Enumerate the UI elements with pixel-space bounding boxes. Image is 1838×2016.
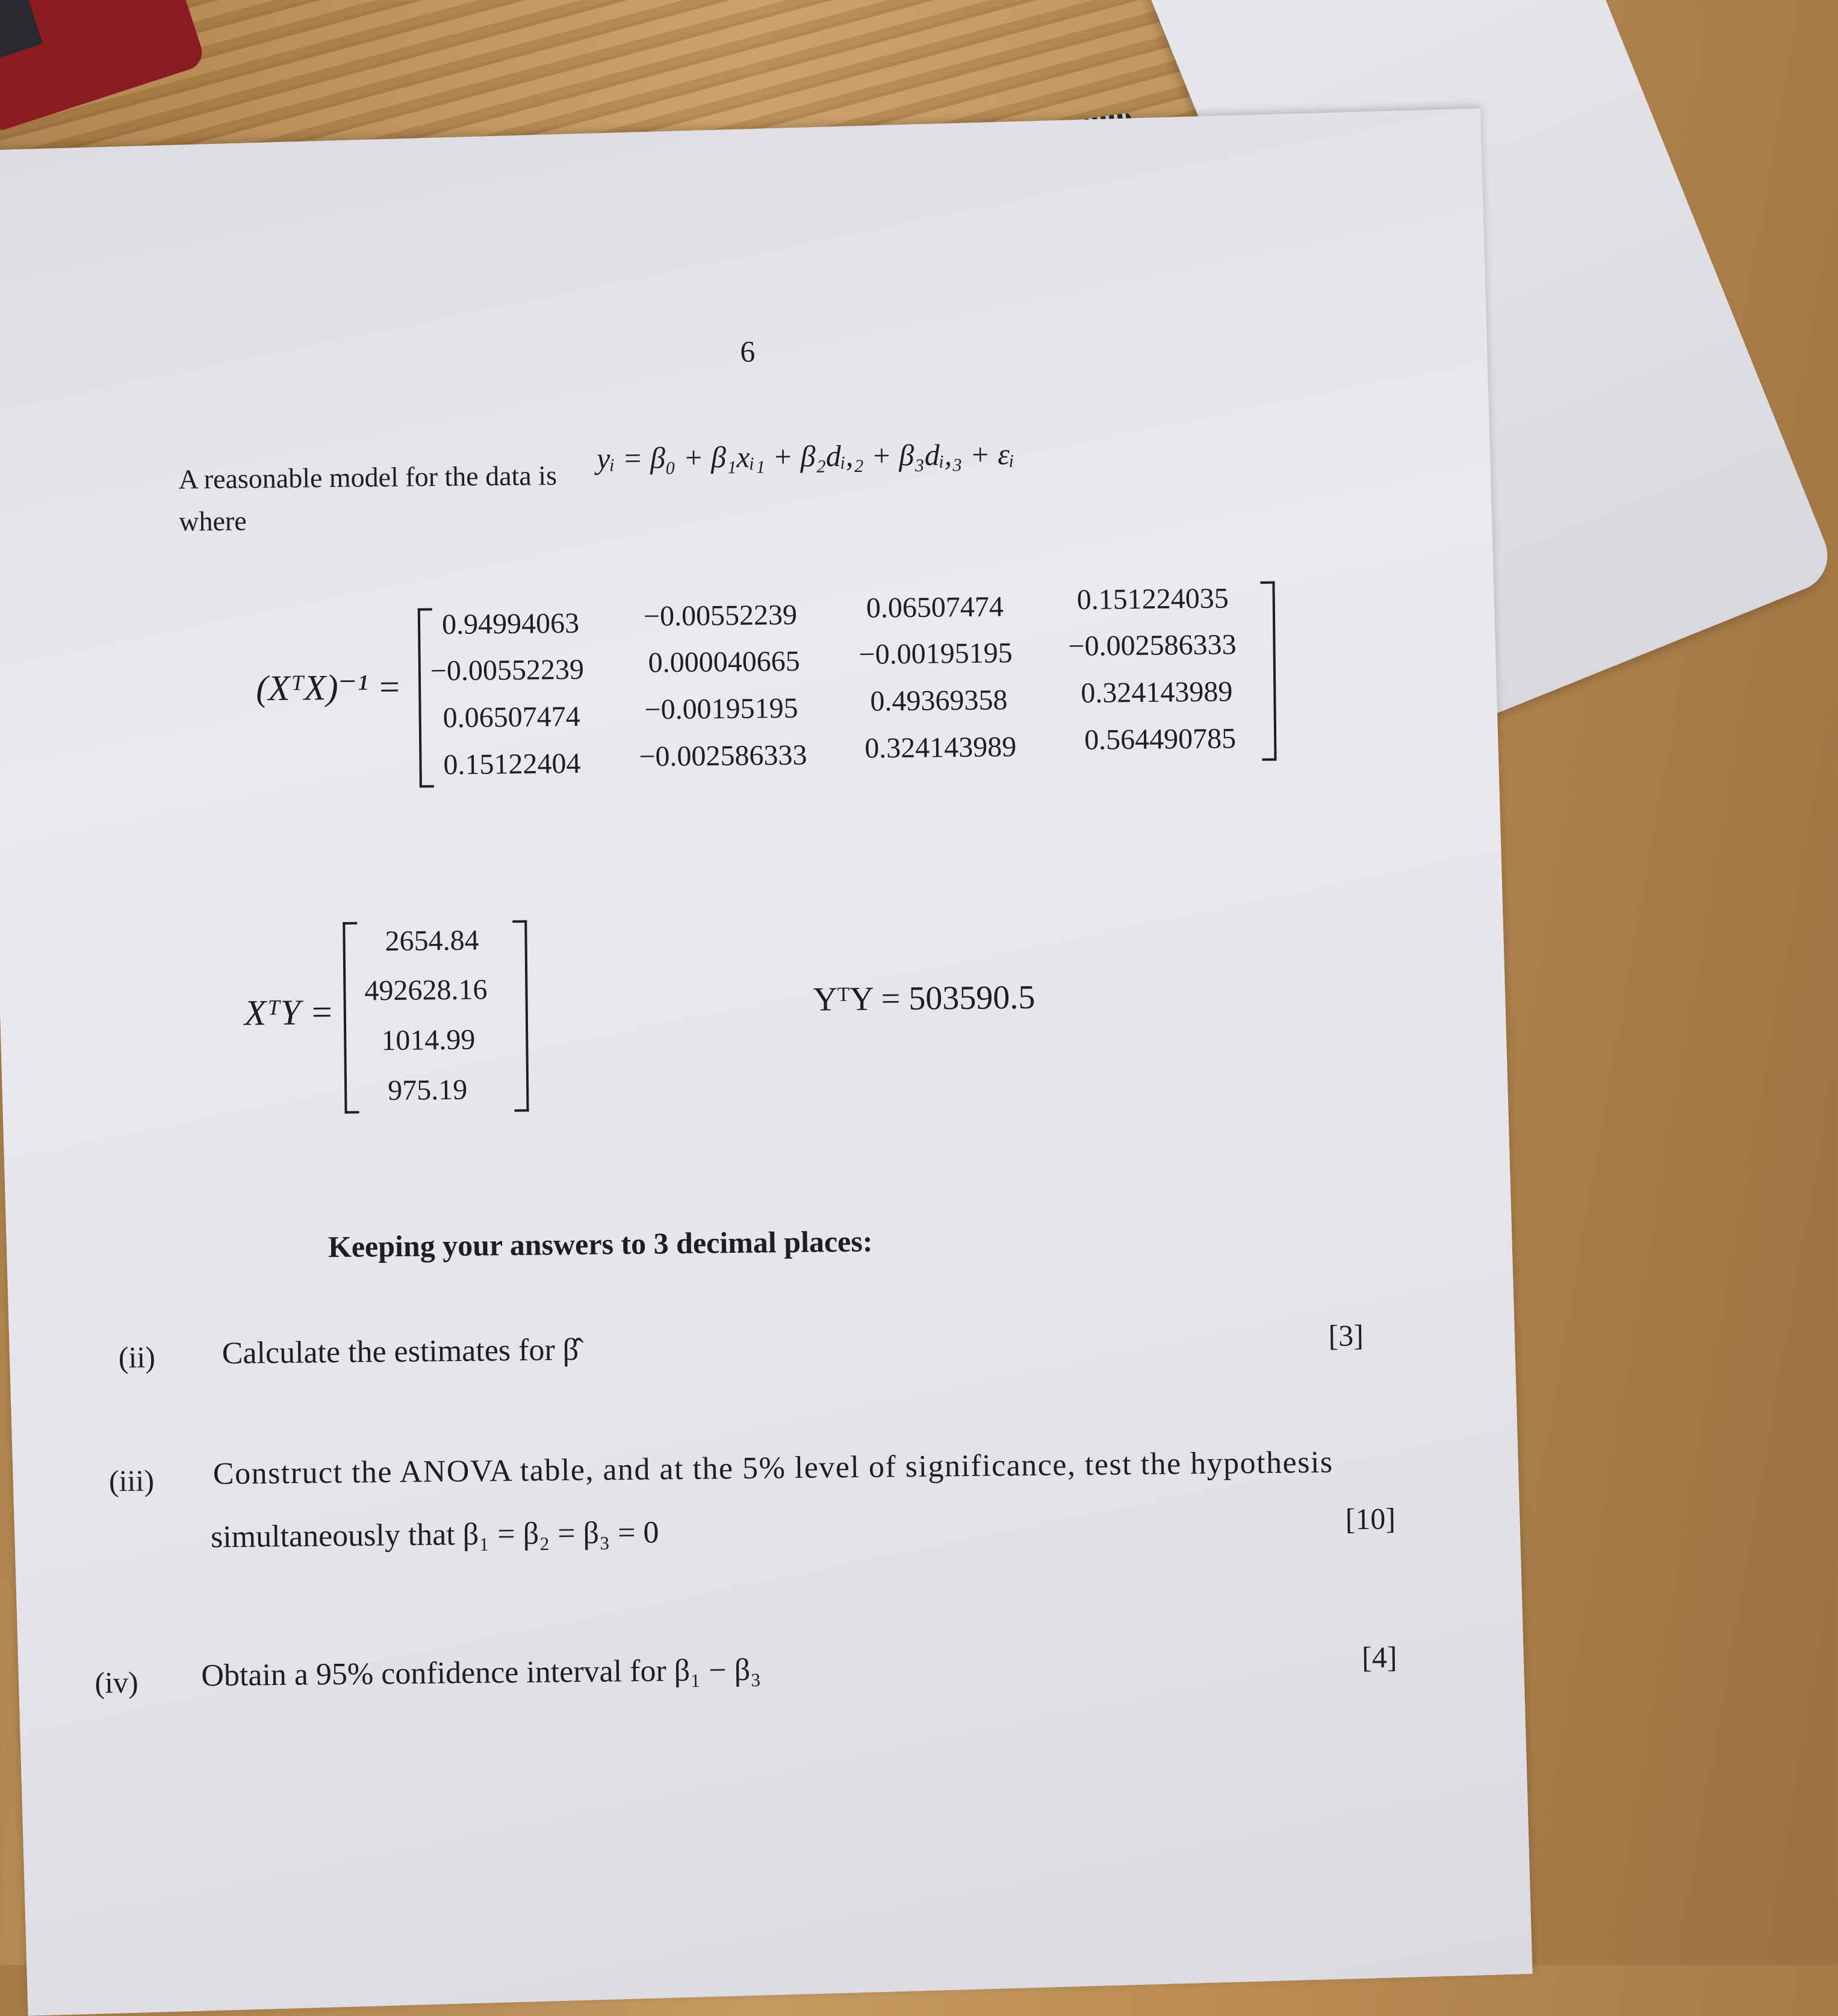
matrix-cell: −0.002586333 [639, 739, 807, 773]
matrix-cell: −0.002586333 [1068, 628, 1237, 663]
question-number: (ii) [118, 1340, 156, 1374]
matrix-cell: 0.324143989 [1081, 675, 1233, 709]
matrix-cell: 0.151224035 [1076, 582, 1229, 616]
question-text: Calculate the estimates for β̂ [222, 1332, 579, 1371]
xty-right-bracket [512, 920, 529, 1112]
where-text: where [178, 505, 247, 537]
matrix-cell: 0.15122404 [443, 747, 581, 781]
question-marks: [10] [1345, 1501, 1396, 1536]
vector-cell: 492628.16 [364, 973, 488, 1007]
instruction-text: Keeping your answers to 3 decimal places: [328, 1224, 873, 1264]
vector-cell: 975.19 [387, 1073, 468, 1107]
question-number: (iii) [108, 1463, 155, 1498]
matrix-cell: −0.00552239 [643, 598, 798, 633]
intro-text: A reasonable model for the data is [178, 460, 557, 495]
yty-value: YᵀY = 503590.5 [813, 978, 1035, 1019]
xty-label: XᵀY = [244, 992, 334, 1033]
xty-left-bracket [343, 922, 359, 1114]
inverse-matrix-left-bracket [418, 608, 434, 787]
inverse-matrix-label: (XᵀX)⁻¹ = [255, 666, 402, 709]
question-text: Construct the ANOVA table, and at the 5% level of significance, test the hypothesis [213, 1445, 1333, 1492]
matrix-cell: −0.00195195 [644, 692, 798, 726]
question-number: (iv) [95, 1665, 138, 1700]
matrix-cell: 0.94994063 [441, 607, 580, 641]
matrix-cell: 0.000040665 [648, 645, 801, 679]
question-text-continued: simultaneously that β₁ = β₂ = β₃ = 0 [210, 1515, 659, 1555]
question-marks: [4] [1361, 1640, 1397, 1675]
matrix-cell: 0.06507474 [442, 700, 580, 734]
matrix-cell: 0.324143989 [864, 731, 1017, 765]
matrix-cell: −0.00195195 [858, 637, 1013, 671]
question-text: Obtain a 95% confidence interval for β₁ − β₃ [201, 1652, 762, 1693]
page-number: 6 [740, 334, 756, 368]
inverse-matrix-right-bracket [1260, 582, 1276, 761]
vector-cell: 2654.84 [385, 924, 479, 958]
vector-cell: 1014.99 [381, 1023, 476, 1057]
question-marks: [3] [1328, 1318, 1364, 1353]
model-equation: yᵢ = β₀ + β₁xᵢ₁ + β₂dᵢ,₂ + β₃dᵢ,₃ + εᵢ [596, 437, 1015, 476]
matrix-cell: 0.564490785 [1084, 722, 1237, 756]
matrix-cell: −0.00552239 [430, 653, 585, 687]
matrix-cell: 0.06507474 [866, 591, 1004, 624]
matrix-cell: 0.49369358 [870, 684, 1008, 718]
